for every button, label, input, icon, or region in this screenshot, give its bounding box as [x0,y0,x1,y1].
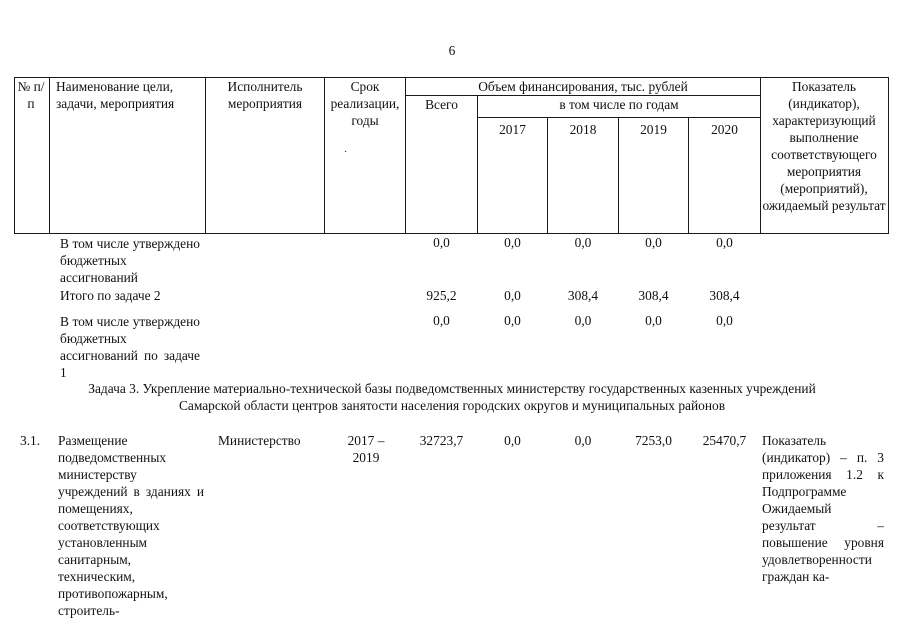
page-number: 6 [448,43,456,58]
row2-total: 925,2 [426,288,457,303]
task3-heading-line1: Задача 3. Укрепление материально-технической базы подведомственных министерству государственных казенных учреждений [88,381,816,396]
header-term: Срок реализации, годы [330,79,400,128]
row2-2020: 308,4 [709,288,740,303]
header-num: № п/п [17,79,45,111]
row1-name: В том числе утверждено бюджетных ассигнований [60,236,200,285]
header-executor: Исполнитель мероприятия [227,79,303,111]
col-divider-3 [324,77,325,234]
row1-2018: 0,0 [574,235,592,250]
header-name: Наименование цели, задачи, мероприятия [56,79,175,111]
header-year-2018: 2018 [569,122,597,137]
row2-name: Итого по задаче 2 [60,288,161,303]
col-divider-right [888,77,889,234]
row2-2018: 308,4 [567,288,599,303]
row1-2017: 0,0 [504,235,521,250]
header-indicator: Показатель (индикатор), характеризующий выполнение соответствующего мероприятия (мероприятий), ожидаемый результат [762,79,886,213]
header-by-years: в том числе по годам [559,97,679,112]
task3-heading-line2: Самарской области центров занятости населения городских округов и муниципальных районов [178,398,726,413]
header-year-2020: 2020 [711,122,738,137]
row3-2017: 0,0 [504,313,521,328]
row2-2017: 0,0 [504,288,521,303]
col-divider-2 [205,77,206,234]
col-divider-5 [477,95,478,234]
col-divider-1 [49,77,50,234]
item31-2017: 0,0 [504,433,521,448]
header-total: Всего [425,97,458,112]
row1-total: 0,0 [433,235,450,250]
item31-num: 3.1. [20,433,41,448]
row3-name: В том числе утверждено бюджетных ассигнований по задаче 1 [60,314,200,380]
row1-2019: 0,0 [645,235,662,250]
item31-executor: Министерство [218,433,301,448]
item31-total: 32723,7 [419,433,464,448]
item31-name: Размещение подведомственных министерству учреждений в зданиях и помещениях, соответствующих установленным санитарным, техническим, противопожарным, строитель- [58,433,204,618]
header-funding: Объем финансирования, тыс. рублей [478,79,688,94]
row2-2019: 308,4 [638,288,669,303]
col-divider-9 [760,77,761,234]
row3-2020: 0,0 [716,313,733,328]
header-year-2017: 2017 [499,122,526,137]
row3-total: 0,0 [433,313,450,328]
row3-2018: 0,0 [574,313,592,328]
item31-term: 2017 – 2019 [347,433,385,465]
header-year-2019: 2019 [640,122,667,137]
row1-2020: 0,0 [716,235,733,250]
item31-2019: 7253,0 [635,433,672,448]
header-term-dot: · [344,147,348,158]
row3-2019: 0,0 [645,313,662,328]
col-divider-left [14,77,15,234]
item31-2018: 0,0 [574,433,592,448]
item31-indicator: Показатель (индикатор) – п. 3 приложения 1.2 к Подпрограмме Ожидаемый результат – повышение уровня удовлетворенности граждан ка- [762,433,884,584]
item31-2020: 25470,7 [702,433,747,448]
